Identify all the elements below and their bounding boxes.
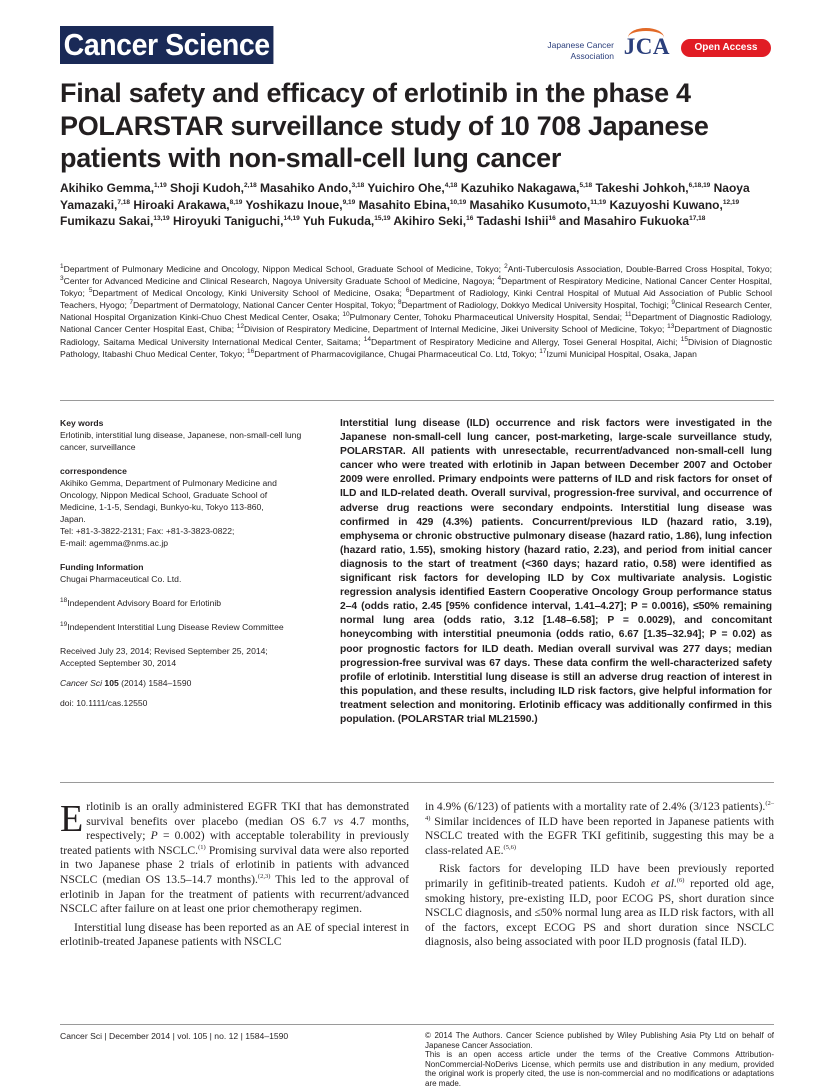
author-affiliation-marker: 17,18: [689, 215, 706, 223]
divider: [60, 782, 774, 783]
citation: Cancer Sci 105 (2014) 1584–1590: [60, 678, 192, 688]
author-affiliation-marker: 10,19: [449, 198, 467, 206]
drop-cap: E: [60, 798, 84, 840]
body-paragraph: Risk factors for developing ILD have been previously reported primarily in gefitinib-treated patients. Kudoh et al.$^{(6)}$ reported old age, smoking history, pre-existing ILD, poor ECOG PS, short duration since NSCLC diagnosis, and ≤50% normal lung area as ILD risk factors, with all of the factors, except ECOG PS and short duration since NSCLC diagnosis, also being associated with poor ILD prognosis (fatal ILD).: [425, 862, 775, 949]
affiliation-number: 7: [129, 299, 133, 307]
footnote-19: $^{19}$Independent Interstitial Lung Disease Review Committee: [60, 621, 284, 632]
affiliation-text: Department of Diagnostic Radiology, National Cancer Center Hospital East, Chiba;: [60, 312, 772, 335]
affiliation-number: 13: [667, 323, 675, 331]
footer-license: [425, 1031, 774, 1089]
body-paragraph: Erlotinib is an orally administered EGFR TKI that has demonstrated survival benefits over placebo (median OS 6.7 vs 4.7 months, respectively; P = 0.002) with acceptable tolerability in previously treated patients with NSCLC.$^{(1)}$ Promising survival data were also reported in two Japanese phase 2 trials of erlotinib in patients with advanced NSCLC (median OS 13.5–14.7 months).$^{(2,3)}$ This led to the approval of erlotinib in Japan for the treatment of patients with recurrent/advanced NSCLC after failure on at least one prior chemotherapy regimen.: [60, 798, 410, 916]
affiliation-number: 15: [680, 335, 689, 343]
author-name: Yuichiro Ohe,: [367, 181, 445, 195]
affiliation-text: Clinical Research Center, National Hospital Organization Kinki-Chuo Chest Medical Center, Osaka;: [60, 300, 773, 323]
affiliation-text: Division of Diagnostic Pathology, Itabashi Chuo Medical Center, Tokyo;: [60, 336, 773, 359]
affiliation-text: Department of Respiratory Medicine, National Cancer Center Hospital, Tokyo;: [60, 276, 772, 299]
body-paragraph: Interstitial lung disease has been reported as an AE of special interest in erlotinib-treated Japanese patients with NSCLC: [60, 920, 409, 949]
funding-heading: Funding Information: [60, 562, 144, 572]
affiliation-text: Izumi Municipal Hospital, Osaka, Japan: [546, 348, 697, 359]
correspondence-line: Oncology, Nippon Medical School, Graduate School of: [60, 490, 268, 500]
author-name: Masahiko Ando,: [260, 181, 352, 195]
affiliation-number: 6: [405, 287, 410, 295]
author-affiliation-marker: 4,18: [444, 182, 458, 189]
author-name: Kazuyoshi Kuwano,: [609, 197, 723, 212]
affiliation-text: Department of Radiology, Dokkyo Medical University Hospital, Tochigi;: [401, 300, 672, 311]
affiliation-number: 8: [397, 299, 402, 307]
affiliation-text: Anti-Tuberculosis Association, Double-Barred Cross Hospital, Tokyo;: [507, 264, 772, 274]
affiliation-number: 5: [88, 287, 93, 295]
author-name: Akihiro Seki,: [393, 214, 467, 229]
affiliation-number: 11: [624, 311, 632, 319]
divider: [60, 400, 774, 401]
affiliation-number: 1: [60, 263, 64, 271]
correspondence-line: Tel: +81-3-3822-2131; Fax: +81-3-3823-0822;: [60, 526, 235, 536]
author-name: Naoya Yamazaki,: [60, 181, 750, 212]
association-name-line2: Association: [570, 51, 614, 61]
body-column-left: [60, 800, 409, 950]
author-name: Akihiko Gemma,: [60, 181, 155, 195]
author-affiliation-marker: 1,19: [154, 182, 167, 189]
affiliation-text: Department of Dermatology, National Cancer Center Hospital, Tokyo;: [132, 300, 398, 311]
author-name: Kazuhiko Nakagawa,: [460, 181, 580, 195]
affiliation-text: Department of Diagnostic Radiology, Saitama Medical University International Medical Center, Saitama;: [60, 324, 772, 347]
reference-link[interactable]: (5,6): [503, 843, 517, 851]
affiliation-number: 14: [363, 335, 372, 343]
affiliation-number: 3: [60, 275, 64, 283]
affiliation-text: Pulmonary Center, Tohoku Pharmaceutical University Hospital, Sendai;: [349, 312, 625, 323]
doi-link[interactable]: doi: 10.1111/cas.12550: [60, 698, 148, 708]
author-affiliation-marker: 3,18: [351, 182, 365, 189]
divider: [60, 1024, 774, 1025]
affiliations: [60, 263, 772, 360]
author-name: Hiroyuki Taniguchi,: [173, 214, 284, 229]
author-affiliation-marker: 9,19: [342, 198, 356, 206]
jca-logo: [520, 34, 670, 66]
body-paragraph: in 4.9% (6/123) of patients with a mortality rate of 2.4% (3/123 patients).$^{(2-4)}$ Similar incidences of ILD have been reported in Japanese patients with NSCLC treated with the EGFR TKI gefitinib, suggesting this may be a class-related AE.$^{(5,6)}$: [425, 800, 775, 857]
journal-logo: Cancer Science: [60, 26, 273, 64]
keywords: Erlotinib, interstitial lung disease, Japanese, non-small-cell lung cancer, surveillance: [60, 430, 302, 452]
affiliation-text: Department of Respiratory Medicine and Allergy, Tosei General Hospital, Aichi;: [371, 336, 681, 347]
article-title: Final safety and efficacy of erlotinib in the phase 4 POLARSTAR surveillance study of 10 708 Japanese patients with non-small-cell lung cancer: [60, 78, 709, 173]
correspondence-heading: correspondence: [60, 466, 127, 476]
author-affiliation-marker: 5,18: [579, 182, 593, 189]
author-affiliation-marker: 6,18,19: [688, 182, 711, 189]
affiliation-text: Department of Medical Oncology, Kinki University School of Medicine, Osaka;: [92, 288, 406, 299]
affiliation-number: 4: [497, 275, 502, 283]
author-name: Masahiko Kusumoto,: [469, 197, 591, 212]
affiliation-text: Division of Respiratory Medicine, Department of Internal Medicine, Jikei University School of Medicine, Tokyo;: [243, 324, 668, 335]
association-name-line1: Japanese Cancer: [547, 40, 614, 50]
affiliation-number: 12: [236, 323, 244, 331]
copyright-notice: © 2014 The Authors. Cancer Science published by Wiley Publishing Asia Pty Ltd on behalf of Japanese Cancer Association.: [425, 1031, 774, 1050]
affiliation-number: 16: [246, 347, 255, 355]
received-dates: [60, 645, 330, 669]
footnote-18: $^{18}$Independent Advisory Board for Erlotinib: [60, 597, 222, 608]
affiliation-text: Department of Pulmonary Medicine and Oncology, Nippon Medical School, Graduate School of Medicine, Tokyo;: [63, 264, 505, 274]
author-name: Hiroaki Arakawa,: [133, 197, 230, 212]
author-name: Takeshi Johkoh,: [595, 181, 689, 195]
author-affiliation-marker: 13,19: [153, 215, 170, 223]
email-link[interactable]: E-mail: agemma@nms.ac.jp: [60, 538, 169, 548]
affiliation-number: 9: [671, 299, 675, 307]
correspondence-line: Akihiko Gemma, Department of Pulmonary Medicine and: [60, 478, 277, 488]
correspondence-line: Japan.: [60, 514, 86, 524]
author-list: [60, 180, 775, 230]
correspondence-line: Medicine, 1-1-5, Sendagi, Bunkyo-ku, Tokyo 113-860,: [60, 502, 264, 512]
correspondence: [60, 477, 330, 549]
author-affiliation-marker: 7,18: [117, 198, 131, 206]
reference-link[interactable]: (1): [198, 843, 206, 851]
author-name: Yoshikazu Inoue,: [245, 197, 343, 212]
license-notice: This is an open access article under the terms of the Creative Commons Attribution-NonCommercial-NoDerivs License, which permits use and distribution in any medium, provided the original work is properly cited, the use is non-commercial and no modifications or adaptations are made.: [425, 1050, 774, 1088]
author-affiliation-marker: 8,19: [229, 198, 243, 206]
body-column-right: [425, 800, 774, 950]
author-name: Fumikazu Sakai,: [60, 214, 154, 229]
funding: Chugai Pharmaceutical Co. Ltd.: [60, 574, 182, 584]
author-affiliation-marker: 16: [548, 215, 556, 223]
open-access-badge[interactable]: Open Access: [681, 39, 771, 57]
affiliation-text: Department of Pharmacovigilance, Chugai Pharmaceutical Co. Ltd, Tokyo;: [254, 348, 540, 359]
footer-citation: Cancer Sci | December 2014 | vol. 105 | no. 12 | 1584–1590: [60, 1031, 289, 1041]
abstract: Interstitial lung disease (ILD) occurrence and risk factors were investigated in the Japanese non-small-cell lung cancer, post-marketing, large-scale surveillance study, POLARSTAR. All patients with unresectable, recurrent/advanced non-small-cell lung cancer who were treated with erlotinib in Japan between December 2007 and October 2009 were enrolled. Primary endpoints were patterns of ILD and risk factors for onset of ILD and ILD-related death. Overall survival, progression-free survival, and occurrence of adverse drug reactions were secondary endpoints. Interstitial lung disease was confirmed in 429 (4.3%) patients. Concurrent/previous ILD (hazard ratio, 3.19), emphysema or chronic obstructive pulmonary disease (hazard ratio, 1.86), lung infection (hazard ratio, 1.55), smoking history (hazard ratio, 2.23), and period from initial cancer diagnosis to the start of treatment (<360 days; hazard ratio, 0.58) were identified as significant risk factors for developing ILD by Cox multivariate analysis. Logistic regression analysis identified Eastern Cooperative Oncology Group performance status 2–4 (odds ratio, 2.45 [95% confidence interval, 1.41–4.27]; P = 0.0016), ≤50% remaining normal lung area (odds ratio, 3.12 [1.48–6.58]; P = 0.0029), and concomitant honeycombing with interstitial pneumonia (odds ratio, 6.67 [1.35–32.94]; P = 0.02) as poor prognostic factors for ILD death. Median overall survival was 277 days; median progression-free survival was 67 days. These data confirm the well-characterized safety profile of erlotinib. Interstitial lung disease is still an adverse drug reaction of interest in this population, and these results, including ILD risk factors, give helpful information for treatment selection and monitoring. Erlotinib efficacy was additionally confirmed in this population. (POLARSTAR trial ML21590.): [340, 418, 772, 725]
author-affiliation-marker: 11,19: [590, 198, 607, 206]
reference-link[interactable]: (2–4): [425, 800, 775, 822]
author-name: Shoji Kudoh,: [170, 181, 245, 195]
author-name: and Masahiro Fukuoka: [559, 214, 690, 229]
author-name: Masahito Ebina,: [358, 197, 450, 212]
author-name: Yuh Fukuda,: [302, 214, 375, 229]
article-sidebar: [60, 417, 330, 709]
reference-link[interactable]: (2,3): [257, 873, 271, 881]
author-affiliation-marker: 15,19: [374, 215, 391, 223]
author-affiliation-marker: 2,18: [244, 182, 257, 189]
affiliation-number: 2: [504, 263, 508, 271]
received-line: Received July 23, 2014; Revised September 25, 2014;: [60, 646, 268, 656]
affiliation-text: Department of Radiology, Kinki Central Hospital of Mutual Aid Association of Public School Teachers, Hyogo;: [60, 288, 772, 311]
jca-mark: JCA: [623, 34, 670, 59]
affiliation-number: 10: [342, 311, 350, 319]
keywords-heading: Key words: [60, 418, 104, 428]
author-affiliation-marker: 16: [466, 215, 474, 223]
affiliation-text: Center for Advanced Medicine and Clinical Research, Nagoya University Graduate School of Medicine, Nagoya;: [63, 276, 498, 287]
received-line: Accepted September 30, 2014: [60, 658, 177, 668]
affiliation-number: 17: [539, 347, 547, 355]
author-affiliation-marker: 12,19: [722, 198, 740, 206]
reference-link[interactable]: (6): [676, 877, 685, 885]
author-name: Tadashi Ishii: [476, 214, 549, 229]
author-affiliation-marker: 14,19: [283, 215, 300, 223]
